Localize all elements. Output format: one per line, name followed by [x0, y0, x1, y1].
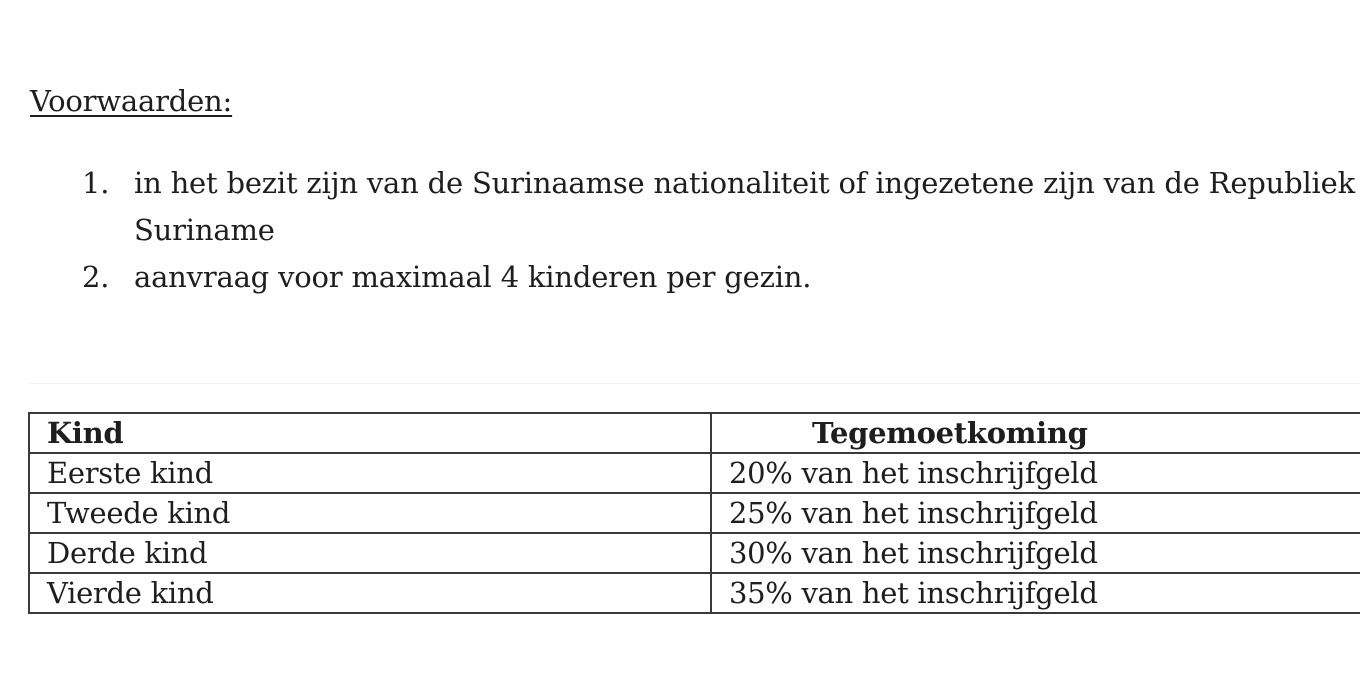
condition-item — [0, 254, 1355, 301]
cell-tegemoetkoming: 35% van het inschrijfgeld — [711, 573, 1360, 613]
allowance-table — [28, 412, 1360, 614]
condition-item — [0, 160, 1355, 254]
header-tegemoetkoming: Tegemoetkoming — [711, 413, 1360, 453]
cell-tegemoetkoming: 20% van het inschrijfgeld — [711, 453, 1360, 493]
condition-text-line: aanvraag voor maximaal 4 kinderen per gezin. — [134, 260, 812, 294]
table-row — [29, 493, 1360, 533]
header-kind: Kind — [29, 413, 711, 453]
condition-number: 1. — [82, 166, 110, 200]
table-header-row — [29, 413, 1360, 453]
table-row — [29, 533, 1360, 573]
condition-text-line: Suriname — [134, 213, 275, 247]
cell-tegemoetkoming: 30% van het inschrijfgeld — [711, 533, 1360, 573]
cell-kind: Tweede kind — [29, 493, 711, 533]
cell-tegemoetkoming: 25% van het inschrijfgeld — [711, 493, 1360, 533]
conditions-list — [0, 160, 1355, 301]
table-row — [29, 573, 1360, 613]
conditions-heading: Voorwaarden: — [30, 84, 233, 118]
condition-number: 2. — [82, 260, 110, 294]
cell-kind: Derde kind — [29, 533, 711, 573]
cell-kind: Eerste kind — [29, 453, 711, 493]
cell-kind: Vierde kind — [29, 573, 711, 613]
condition-text-line: in het bezit zijn van de Surinaamse nationaliteit of ingezetene zijn van de Republiek — [134, 166, 1355, 200]
table-row — [29, 453, 1360, 493]
scan-artifact-line — [30, 383, 1360, 384]
